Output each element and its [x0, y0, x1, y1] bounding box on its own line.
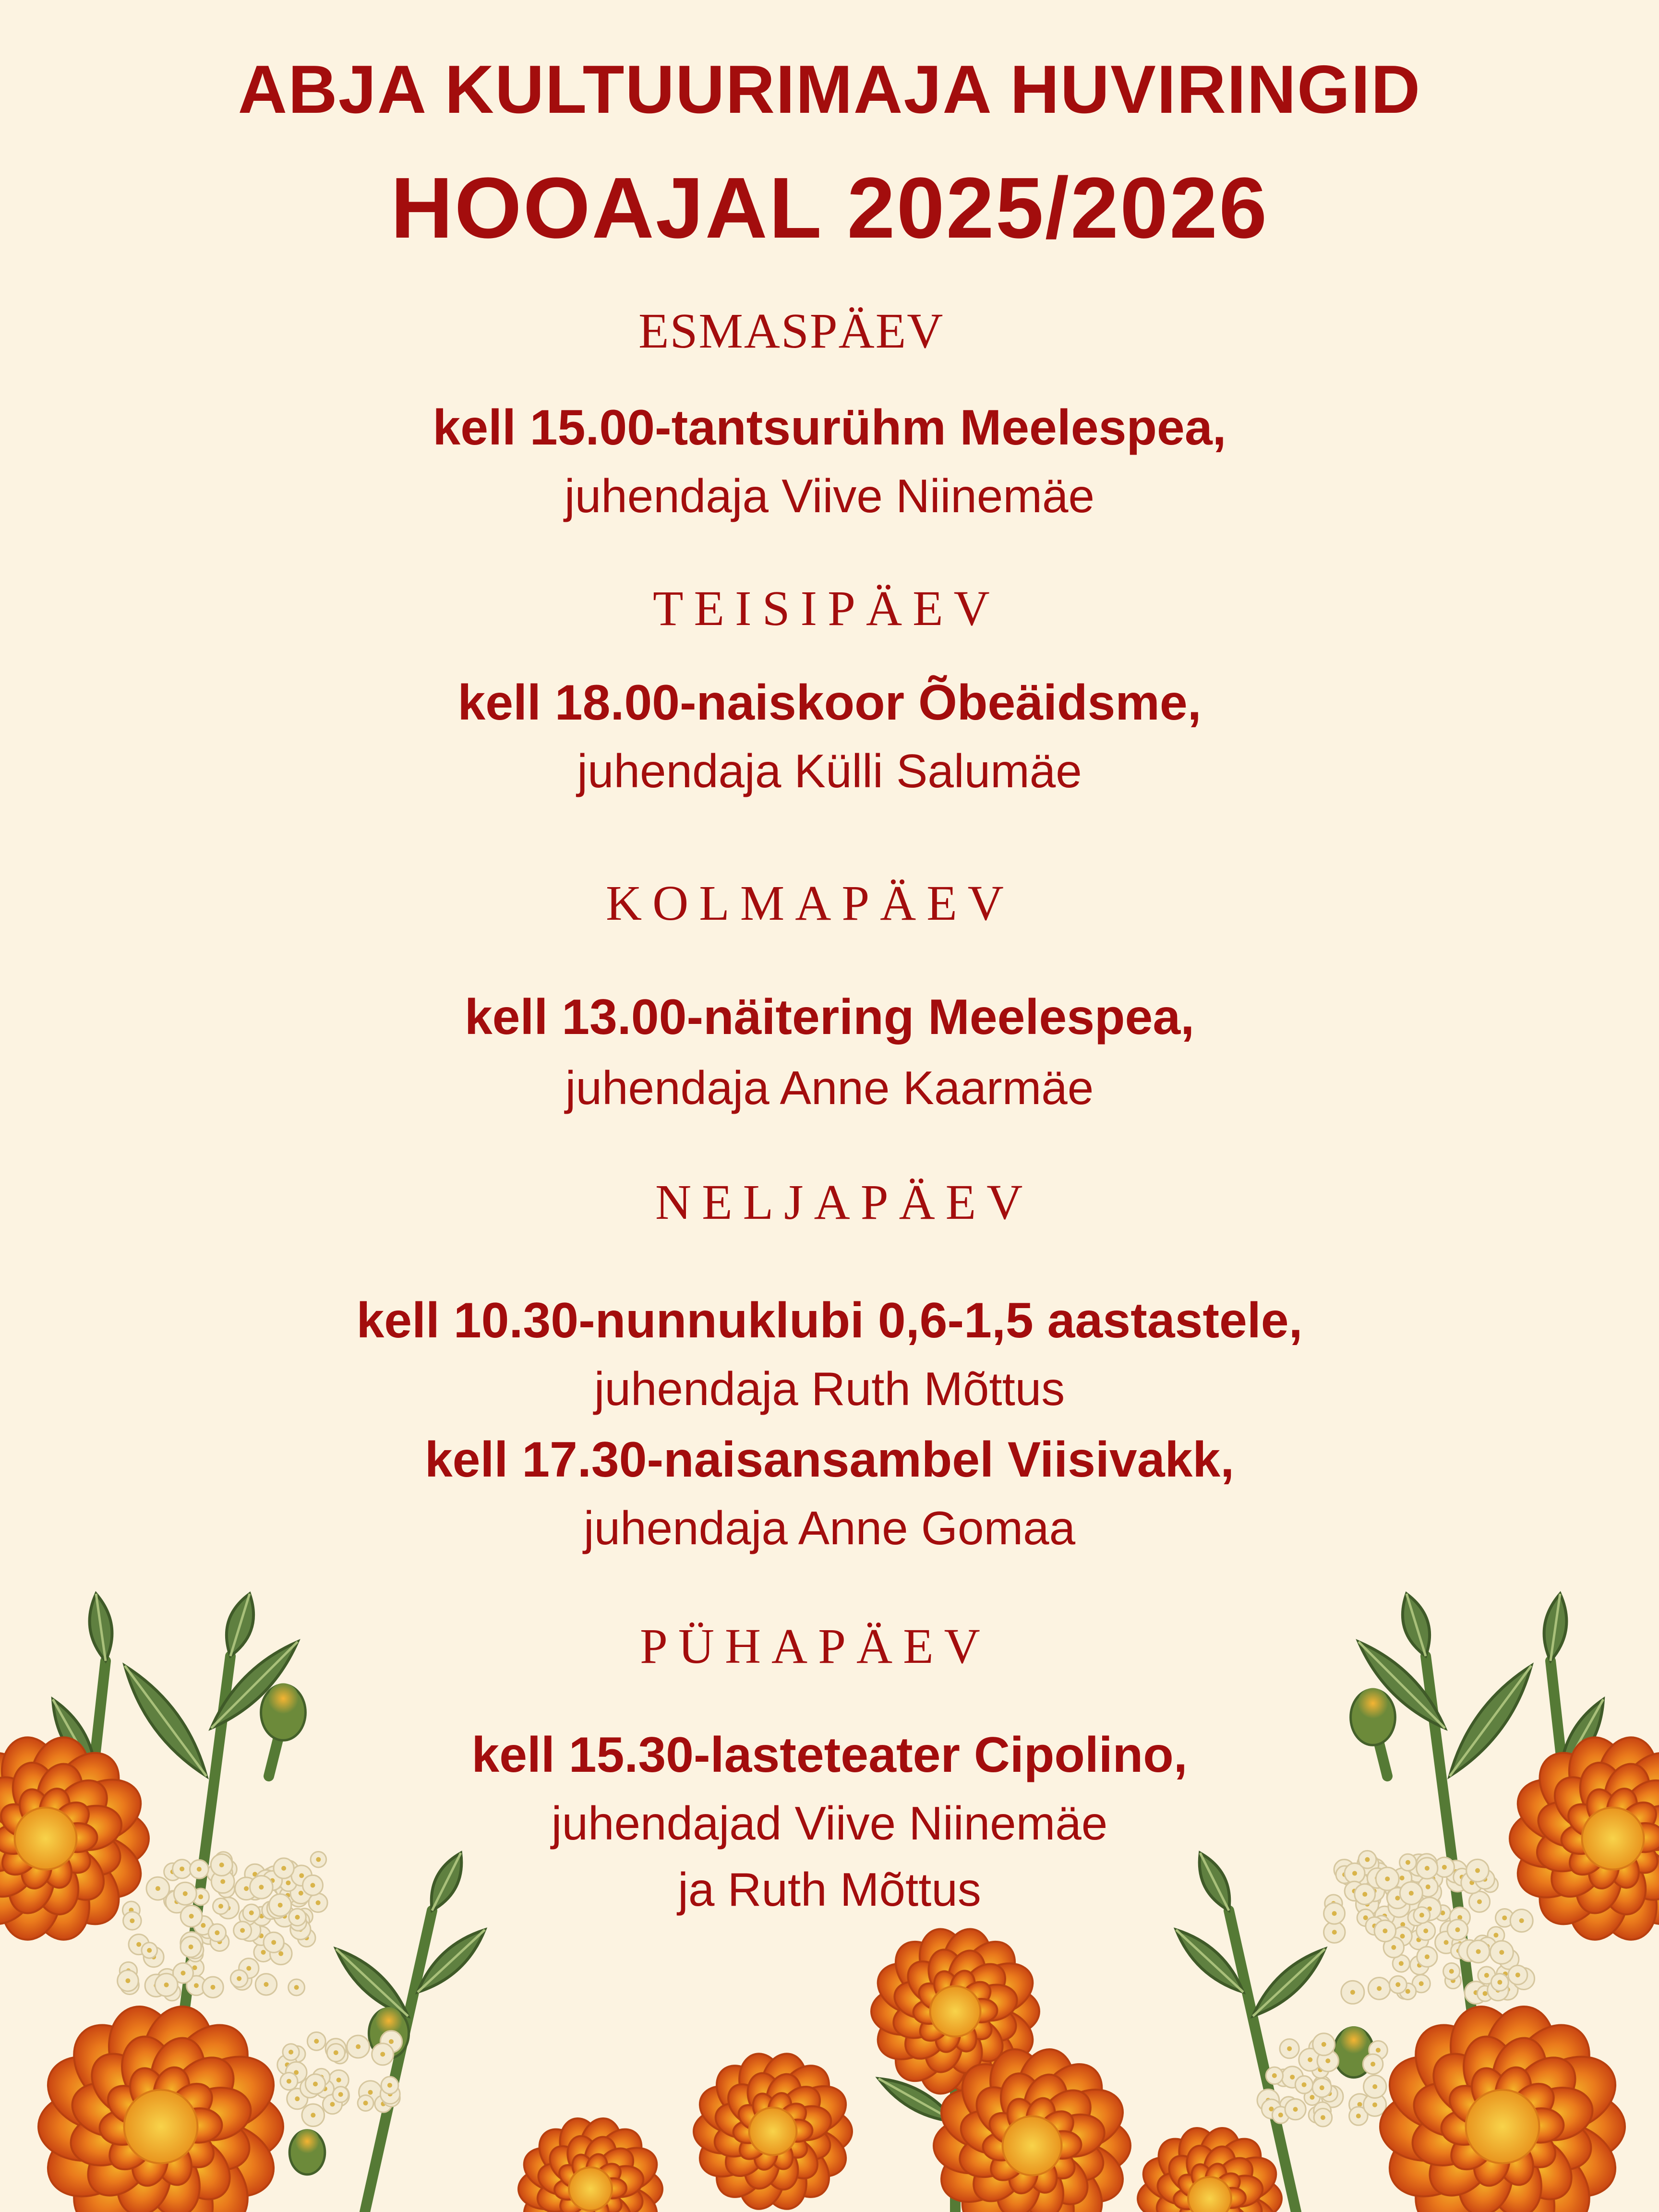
thursday-leader-1: juhendaja Ruth Mõttus: [594, 1362, 1065, 1415]
day-heading-monday: ESMASPÄEV: [638, 303, 944, 359]
leaf: [1450, 1666, 1531, 1776]
leaf: [90, 1594, 112, 1661]
marigold-flower: [692, 2049, 854, 2212]
leaf: [1544, 1594, 1567, 1661]
marigold-flower: [1377, 2000, 1627, 2212]
monday-activity: kell 15.00-tantsurühm Meelespea,: [433, 400, 1226, 456]
marigold-bud: [1351, 1688, 1395, 1745]
monday-leader: juhendaja Viive Niinemäe: [564, 469, 1095, 522]
day-heading-wednesday: KOLMAPÄEV: [606, 876, 1014, 931]
thursday-activity-2: kell 17.30-naisansambel Viisivakk,: [424, 1432, 1235, 1488]
leaf: [1200, 1853, 1230, 1911]
day-heading-tuesday: TEISIPÄEV: [653, 581, 1000, 636]
marigold-flower: [36, 2000, 286, 2212]
poster-title-line1: ABJA KULTUURIMAJA HUVIRINGID: [238, 51, 1421, 128]
thursday-leader-2: juhendaja Anne Gomaa: [583, 1502, 1076, 1554]
sunday-leader: juhendajad Viive Niinemäe: [551, 1797, 1108, 1850]
leaf: [1403, 1594, 1430, 1656]
poster-title-line2: HOOAJAL 2025/2026: [390, 160, 1269, 256]
leaf: [125, 1666, 206, 1776]
sunday-leader-line2: ja Ruth Mõttus: [678, 1863, 981, 1916]
leaf: [336, 1949, 408, 2016]
leaf: [227, 1594, 253, 1656]
wednesday-leader: juhendaja Anne Kaarmäe: [565, 1061, 1094, 1114]
marigold-flower: [517, 2114, 664, 2212]
day-heading-sunday: PÜHAPÄEV: [640, 1619, 991, 1674]
tuesday-leader: juhendaja Külli Salumäe: [577, 745, 1082, 797]
day-heading-thursday: NELJAPÄEV: [655, 1175, 1034, 1230]
leaf: [432, 1853, 462, 1911]
thursday-activity-1: kell 10.30-nunnuklubi 0,6-1,5 aastastele,: [356, 1293, 1303, 1348]
sunday-activity: kell 15.30-lasteteater Cipolino,: [471, 1727, 1188, 1783]
marigold-bud: [289, 2129, 325, 2175]
leaf: [1253, 1949, 1325, 2016]
wednesday-activity: kell 13.00-näitering Meelespea,: [464, 989, 1195, 1045]
tuesday-activity: kell 18.00-naiskoor Õbeäidsme,: [457, 675, 1202, 731]
marigold-bud: [261, 1683, 306, 1741]
white-flower-cluster: [277, 2031, 402, 2126]
marigold-flower: [1136, 2124, 1284, 2212]
